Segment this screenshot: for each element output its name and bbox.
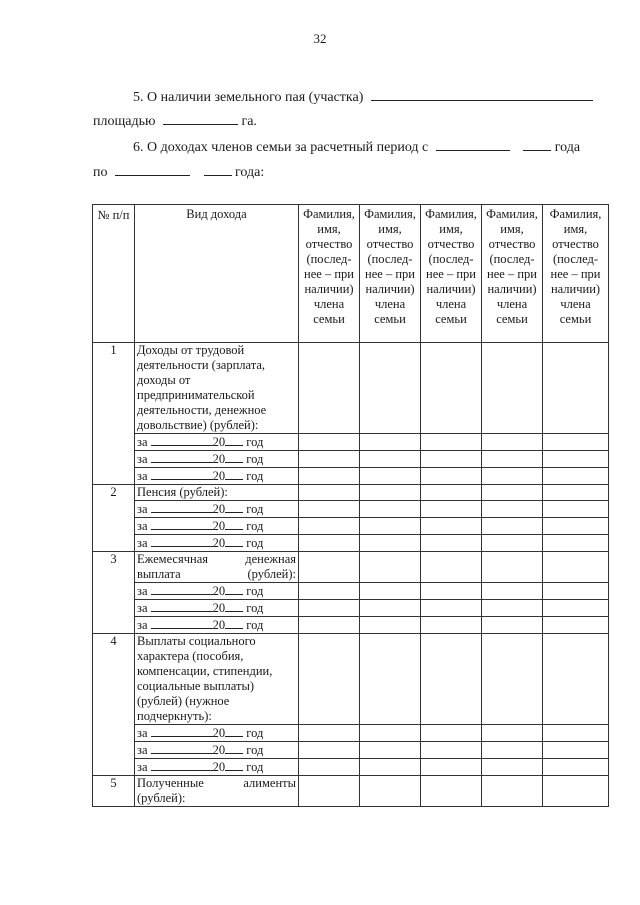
section-row (93, 343, 609, 434)
member-value-cell[interactable] (299, 468, 360, 485)
member-value-cell[interactable] (421, 742, 482, 759)
member-value-cell[interactable] (482, 634, 543, 725)
year-digits-blank[interactable] (225, 725, 243, 737)
land-plot-field[interactable] (371, 88, 593, 101)
year-period-cell (135, 725, 299, 742)
member-value-cell[interactable] (543, 634, 609, 725)
year-suffix: год (246, 760, 264, 774)
member-value-cell[interactable] (421, 617, 482, 634)
land-area-line (93, 112, 257, 130)
header-num: № п/п (93, 205, 135, 343)
income-type-label: Выплаты социального характера (пособия, компенсации, стипендии, социальные выплаты) (рублей) (нужное подчеркнуть): (135, 634, 299, 725)
header-member-4: Фамилия, имя, отчество (послед-нее – при наличии) члена семьи (482, 205, 543, 343)
period-end-field[interactable] (115, 163, 190, 176)
year-prefix: за (137, 601, 148, 615)
year-row (93, 468, 609, 485)
year-suffix: год (246, 743, 264, 757)
year-suffix: год (246, 435, 264, 449)
member-value-cell[interactable] (482, 485, 543, 501)
member-value-cell[interactable] (299, 451, 360, 468)
year-blank[interactable] (151, 434, 213, 446)
year-period-cell (135, 600, 299, 617)
member-value-cell[interactable] (482, 518, 543, 535)
year-century: 20 (212, 743, 226, 757)
member-value-cell[interactable] (299, 343, 360, 434)
year-digits-blank[interactable] (225, 617, 243, 629)
member-value-cell[interactable] (299, 518, 360, 535)
period-start-year-word: года (554, 140, 581, 155)
year-suffix: год (246, 584, 264, 598)
year-period-cell (135, 759, 299, 776)
year-blank[interactable] (151, 518, 213, 530)
year-suffix: год (246, 502, 264, 516)
year-row (93, 600, 609, 617)
member-value-cell[interactable] (421, 501, 482, 518)
member-value-cell[interactable] (543, 600, 609, 617)
member-value-cell[interactable] (543, 451, 609, 468)
row-number: 5 (93, 776, 135, 807)
year-row (93, 434, 609, 451)
period-start-year-field[interactable] (523, 138, 551, 151)
member-value-cell[interactable] (421, 725, 482, 742)
section-row (93, 776, 609, 807)
year-digits-blank[interactable] (225, 468, 243, 480)
member-value-cell[interactable] (421, 468, 482, 485)
year-row (93, 742, 609, 759)
member-value-cell[interactable] (421, 600, 482, 617)
year-prefix: за (137, 435, 148, 449)
member-value-cell[interactable] (482, 617, 543, 634)
member-value-cell[interactable] (299, 742, 360, 759)
period-end-prefix: по (93, 165, 108, 180)
member-value-cell[interactable] (360, 742, 421, 759)
member-value-cell[interactable] (360, 451, 421, 468)
income-period-line (133, 138, 580, 156)
year-century: 20 (212, 601, 226, 615)
year-suffix: год (246, 519, 264, 533)
member-value-cell[interactable] (482, 759, 543, 776)
member-value-cell[interactable] (421, 485, 482, 501)
land-area-field[interactable] (163, 112, 238, 125)
header-member-5: Фамилия, имя, отчество (послед-нее – при наличии) члена семьи (543, 205, 609, 343)
year-blank[interactable] (151, 759, 213, 771)
year-century: 20 (212, 584, 226, 598)
year-period-cell (135, 535, 299, 552)
income-period-text: 6. О доходах членов семьи за расчетный период с (133, 140, 429, 155)
member-value-cell[interactable] (299, 617, 360, 634)
year-digits-blank[interactable] (225, 600, 243, 612)
page-number: 32 (313, 31, 327, 46)
member-value-cell[interactable] (360, 617, 421, 634)
member-value-cell[interactable] (482, 451, 543, 468)
header-income-type: Вид дохода (135, 205, 299, 343)
year-prefix: за (137, 618, 148, 632)
year-suffix: год (246, 601, 264, 615)
year-prefix: за (137, 452, 148, 466)
member-value-cell[interactable] (421, 535, 482, 552)
member-value-cell[interactable] (299, 583, 360, 600)
year-period-cell (135, 518, 299, 535)
member-value-cell[interactable] (543, 343, 609, 434)
member-value-cell[interactable] (421, 343, 482, 434)
member-value-cell[interactable] (421, 776, 482, 807)
member-value-cell[interactable] (421, 759, 482, 776)
member-value-cell[interactable] (543, 583, 609, 600)
member-value-cell[interactable] (482, 535, 543, 552)
period-end-year-word: года: (235, 165, 265, 180)
period-end-year-field[interactable] (204, 163, 232, 176)
member-value-cell[interactable] (543, 501, 609, 518)
member-value-cell[interactable] (360, 518, 421, 535)
year-digits-blank[interactable] (225, 535, 243, 547)
income-type-label: Пенсия (рублей): (135, 485, 299, 501)
member-value-cell[interactable] (482, 501, 543, 518)
year-century: 20 (212, 618, 226, 632)
member-value-cell[interactable] (482, 343, 543, 434)
year-period-cell (135, 583, 299, 600)
member-value-cell[interactable] (482, 434, 543, 451)
member-value-cell[interactable] (360, 468, 421, 485)
member-value-cell[interactable] (299, 776, 360, 807)
land-area-unit: га. (241, 114, 257, 129)
year-digits-blank[interactable] (225, 518, 243, 530)
year-blank[interactable] (151, 451, 213, 463)
year-century: 20 (212, 435, 226, 449)
land-area-prefix: площадью (93, 114, 156, 129)
member-value-cell[interactable] (543, 742, 609, 759)
period-start-field[interactable] (436, 138, 510, 151)
year-blank[interactable] (151, 468, 213, 480)
year-row (93, 451, 609, 468)
year-suffix: год (246, 536, 264, 550)
land-plot-text: 5. О наличии земельного пая (участка) (133, 90, 364, 105)
member-value-cell[interactable] (543, 776, 609, 807)
member-value-cell[interactable] (360, 501, 421, 518)
member-value-cell[interactable] (543, 485, 609, 501)
member-value-cell[interactable] (421, 518, 482, 535)
year-row (93, 501, 609, 518)
member-value-cell[interactable] (299, 535, 360, 552)
header-member-3: Фамилия, имя, отчество (послед-нее – при наличии) члена семьи (421, 205, 482, 343)
member-value-cell[interactable] (543, 552, 609, 583)
year-blank[interactable] (151, 583, 213, 595)
year-suffix: год (246, 469, 264, 483)
land-plot-line (133, 88, 593, 106)
member-value-cell[interactable] (360, 535, 421, 552)
income-table (92, 204, 609, 807)
year-period-cell (135, 501, 299, 518)
section-row (93, 634, 609, 725)
year-digits-blank[interactable] (225, 583, 243, 595)
year-prefix: за (137, 519, 148, 533)
row-number: 3 (93, 552, 135, 634)
year-prefix: за (137, 760, 148, 774)
member-value-cell[interactable] (482, 725, 543, 742)
section-row (93, 485, 609, 501)
year-blank[interactable] (151, 535, 213, 547)
year-suffix: год (246, 452, 264, 466)
member-value-cell[interactable] (299, 552, 360, 583)
year-digits-blank[interactable] (225, 451, 243, 463)
year-period-cell (135, 451, 299, 468)
year-century: 20 (212, 469, 226, 483)
income-type-label: Доходы от трудовой деятельности (зарплата, доходы от предпринимательской деятельности, денежное довольствие) (рублей): (135, 343, 299, 434)
member-value-cell[interactable] (421, 634, 482, 725)
year-row (93, 535, 609, 552)
member-value-cell[interactable] (360, 343, 421, 434)
year-prefix: за (137, 536, 148, 550)
section-row (93, 552, 609, 583)
member-value-cell[interactable] (299, 485, 360, 501)
member-value-cell[interactable] (299, 634, 360, 725)
row-number: 4 (93, 634, 135, 776)
year-suffix: год (246, 618, 264, 632)
year-century: 20 (212, 726, 226, 740)
header-row (93, 205, 609, 343)
member-value-cell[interactable] (482, 552, 543, 583)
member-value-cell[interactable] (299, 600, 360, 617)
member-value-cell[interactable] (482, 583, 543, 600)
year-row (93, 759, 609, 776)
member-value-cell[interactable] (360, 776, 421, 807)
year-digits-blank[interactable] (225, 501, 243, 513)
member-value-cell[interactable] (299, 725, 360, 742)
year-row (93, 617, 609, 634)
member-value-cell[interactable] (360, 434, 421, 451)
member-value-cell[interactable] (482, 776, 543, 807)
member-value-cell[interactable] (360, 759, 421, 776)
member-value-cell[interactable] (482, 600, 543, 617)
member-value-cell[interactable] (360, 552, 421, 583)
year-century: 20 (212, 502, 226, 516)
year-suffix: год (246, 726, 264, 740)
row-number: 1 (93, 343, 135, 485)
year-digits-blank[interactable] (225, 759, 243, 771)
year-prefix: за (137, 584, 148, 598)
member-value-cell[interactable] (543, 725, 609, 742)
year-century: 20 (212, 519, 226, 533)
year-blank[interactable] (151, 617, 213, 629)
member-value-cell[interactable] (299, 759, 360, 776)
member-value-cell[interactable] (482, 742, 543, 759)
member-value-cell[interactable] (421, 583, 482, 600)
member-value-cell[interactable] (482, 468, 543, 485)
header-member-1: Фамилия, имя, отчество (послед-нее – при наличии) члена семьи (299, 205, 360, 343)
year-digits-blank[interactable] (225, 434, 243, 446)
member-value-cell[interactable] (543, 468, 609, 485)
member-value-cell[interactable] (299, 434, 360, 451)
member-value-cell[interactable] (543, 518, 609, 535)
member-value-cell[interactable] (360, 583, 421, 600)
member-value-cell[interactable] (360, 485, 421, 501)
member-value-cell[interactable] (360, 634, 421, 725)
year-blank[interactable] (151, 600, 213, 612)
member-value-cell[interactable] (299, 501, 360, 518)
year-century: 20 (212, 536, 226, 550)
year-blank[interactable] (151, 742, 213, 754)
income-type-label: Полученные алименты (рублей): (135, 776, 299, 807)
year-blank[interactable] (151, 725, 213, 737)
year-digits-blank[interactable] (225, 742, 243, 754)
year-century: 20 (212, 760, 226, 774)
year-period-cell (135, 468, 299, 485)
member-value-cell[interactable] (543, 535, 609, 552)
member-value-cell[interactable] (360, 725, 421, 742)
year-prefix: за (137, 743, 148, 757)
member-value-cell[interactable] (421, 552, 482, 583)
year-period-cell (135, 434, 299, 451)
year-prefix: за (137, 502, 148, 516)
year-prefix: за (137, 726, 148, 740)
income-period-end-line (93, 163, 264, 181)
year-century: 20 (212, 452, 226, 466)
row-number: 2 (93, 485, 135, 552)
member-value-cell[interactable] (543, 759, 609, 776)
member-value-cell[interactable] (543, 434, 609, 451)
year-row (93, 518, 609, 535)
year-period-cell (135, 742, 299, 759)
year-period-cell (135, 617, 299, 634)
member-value-cell[interactable] (543, 617, 609, 634)
member-value-cell[interactable] (421, 434, 482, 451)
header-member-2: Фамилия, имя, отчество (послед-нее – при наличии) члена семьи (360, 205, 421, 343)
income-type-label: Ежемесячная денежная выплата (рублей): (135, 552, 299, 583)
year-prefix: за (137, 469, 148, 483)
year-row (93, 583, 609, 600)
member-value-cell[interactable] (421, 451, 482, 468)
year-blank[interactable] (151, 501, 213, 513)
member-value-cell[interactable] (360, 600, 421, 617)
year-row (93, 725, 609, 742)
